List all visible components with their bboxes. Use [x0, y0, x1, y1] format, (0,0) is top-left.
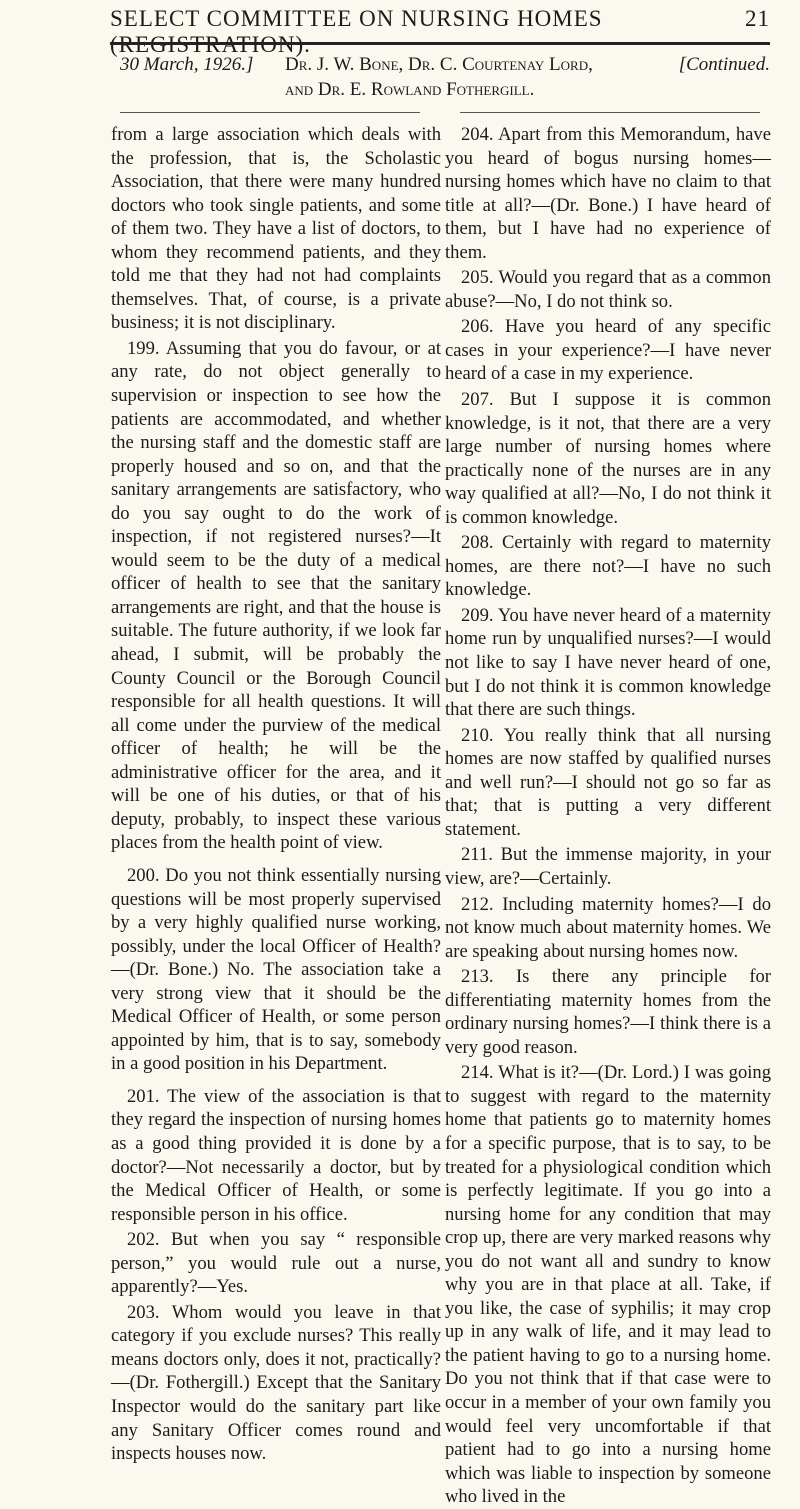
paragraph: 202. But when you say “ responsible person,” you would rule out a nurse, apparently?—Yes. — [111, 1229, 441, 1298]
paragraph: 206. Have you heard of any specific cases in your experience?—I have never heard of a case in my experience. — [445, 316, 771, 385]
paragraph: 208. Certainly with regard to maternity homes, are there not?—I have no such knowledge. — [445, 532, 771, 601]
witness-line-2: and Dr. E. Rowland Fothergill. — [285, 79, 535, 100]
paragraph: 203. Whom would you leave in that category if you exclude nurses? This really means doctors only, does it not, practically?—(Dr. Fothergill.) Except that the Sanitary Inspector would do the sanitary part like any Sanitary Officer comes round and inspects houses now. — [111, 1301, 441, 1465]
paragraph: 214. What is it?—(Dr. Lord.) I was going to suggest with regard to the maternity home that patients go to maternity homes for a specific purpose, that is to say, to be treated for a physiological condition which is perfectly legitimate. If you go into a nursing home for any condition that may crop up, there are very marked reasons why you do not want all and sundry to know why you are in that place at all. Take, if you like, the case of syphilis; it may crop up in any walk of life, and it may lead to the patient having to go to a nursing home. Do you not think that if that case were to occur in a member of your own family you would feel very uncomfortable if that patient had to go into a nursing home which was liable to inspection by someone who lived in the — [445, 1062, 771, 1508]
paragraph: 200. Do you not think essentially nursing questions will be most properly supervised by a very highly qualified nurse working, possibly, under the local Officer of Health?—(Dr. Bone.) No. The association take a very strong view that it should be the Medical Officer of Health, or some person appointed by him, that is to say, somebody in a good position in his Department. — [111, 864, 441, 1075]
continued-label: [Continued. — [678, 54, 770, 75]
witness-names — [285, 52, 705, 102]
page-number: 21 — [745, 6, 770, 31]
sitting-date: 30 March, 1926.] — [120, 54, 254, 75]
paragraph: 210. You really think that all nursing homes are now staffed by qualified nurses and well run?—I should not go so far as that; that is putting a very different statement. — [445, 724, 771, 840]
paragraph: 211. But the immense majority, in your view, are?—Certainly. — [445, 844, 771, 889]
witness-rule-left — [120, 112, 420, 113]
paragraph: 201. The view of the association is that they regard the inspection of nursing homes as a good thing provided it is done by a doctor?—Not necessarily a doctor, but by the Medical Officer of Health, or some responsible person in his office. — [111, 1085, 441, 1225]
header-rule — [110, 42, 770, 45]
paragraph: 204. Apart from this Memorandum, have you heard of bogus nursing homes—nursing homes which have no claim to that title at all?—(Dr. Bone.) I have heard of them, but I have had no experience of them. — [445, 124, 771, 263]
witness-rule-right — [460, 112, 760, 113]
paragraph: 199. Assuming that you do favour, or at any rate, do not object generally to supervision or inspection to see how the patients are accommodated, and whether the nursing staff and the domestic staff are properly housed and so on, and that the sanitary arrangements are satisfactory, who do you say ought to do the work of inspection, if not registered nurses?—It would seem to be the duty of a medical officer of health to see that the sanitary arrangements are right, and that the house is suitable. The future authority, if we look far ahead, I submit, will be probably the County Council or the Borough Council responsible for all health questions. It will all come under the purview of the medical officer of health; he will be the administrative officer for the area, and it will be one of his duties, or that of his deputy, probably, to inspect these various places from the health point of view. — [111, 337, 441, 854]
right-column — [445, 123, 771, 1509]
paragraph: 205. Would you regard that as a common abuse?—No, I do not think so. — [445, 267, 771, 312]
paragraph: 209. You have never heard of a maternity home run by unqualified nurses?—I would not like to say I have never heard of one, but I do not think it is common knowledge that there are such things. — [445, 604, 771, 721]
running-title: SELECT COMMITTEE ON NURSING HOMES — [110, 6, 603, 31]
paragraph: from a large association which deals with the profession, that is, the Scholastic Association, that there were many hundred doctors who took single patients, and some of them two. They have a list of doctors, to whom they recommend patients, and they told me that they had not had complaints themselves. That, of course, is a private business; it is not disciplinary. — [111, 124, 441, 334]
paragraph: 207. But I suppose it is common knowledge, is it not, that there are a very large number of nursing homes where practically none of the nurses are in any way qualified at all?—No, I do not think it is common knowledge. — [445, 389, 771, 528]
paragraph: 212. Including maternity homes?—I do not know much about maternity homes. We are speaking about nursing homes now. — [445, 893, 771, 962]
running-head — [110, 6, 770, 58]
witness-line-1: Dr. J. W. Bone, Dr. C. Courtenay Lord, — [285, 54, 593, 75]
paragraph: 213. Is there any principle for differentiating maternity homes from the ordinary nursing homes?—I think there is a very good reason. — [445, 966, 771, 1058]
left-column — [111, 123, 441, 1466]
